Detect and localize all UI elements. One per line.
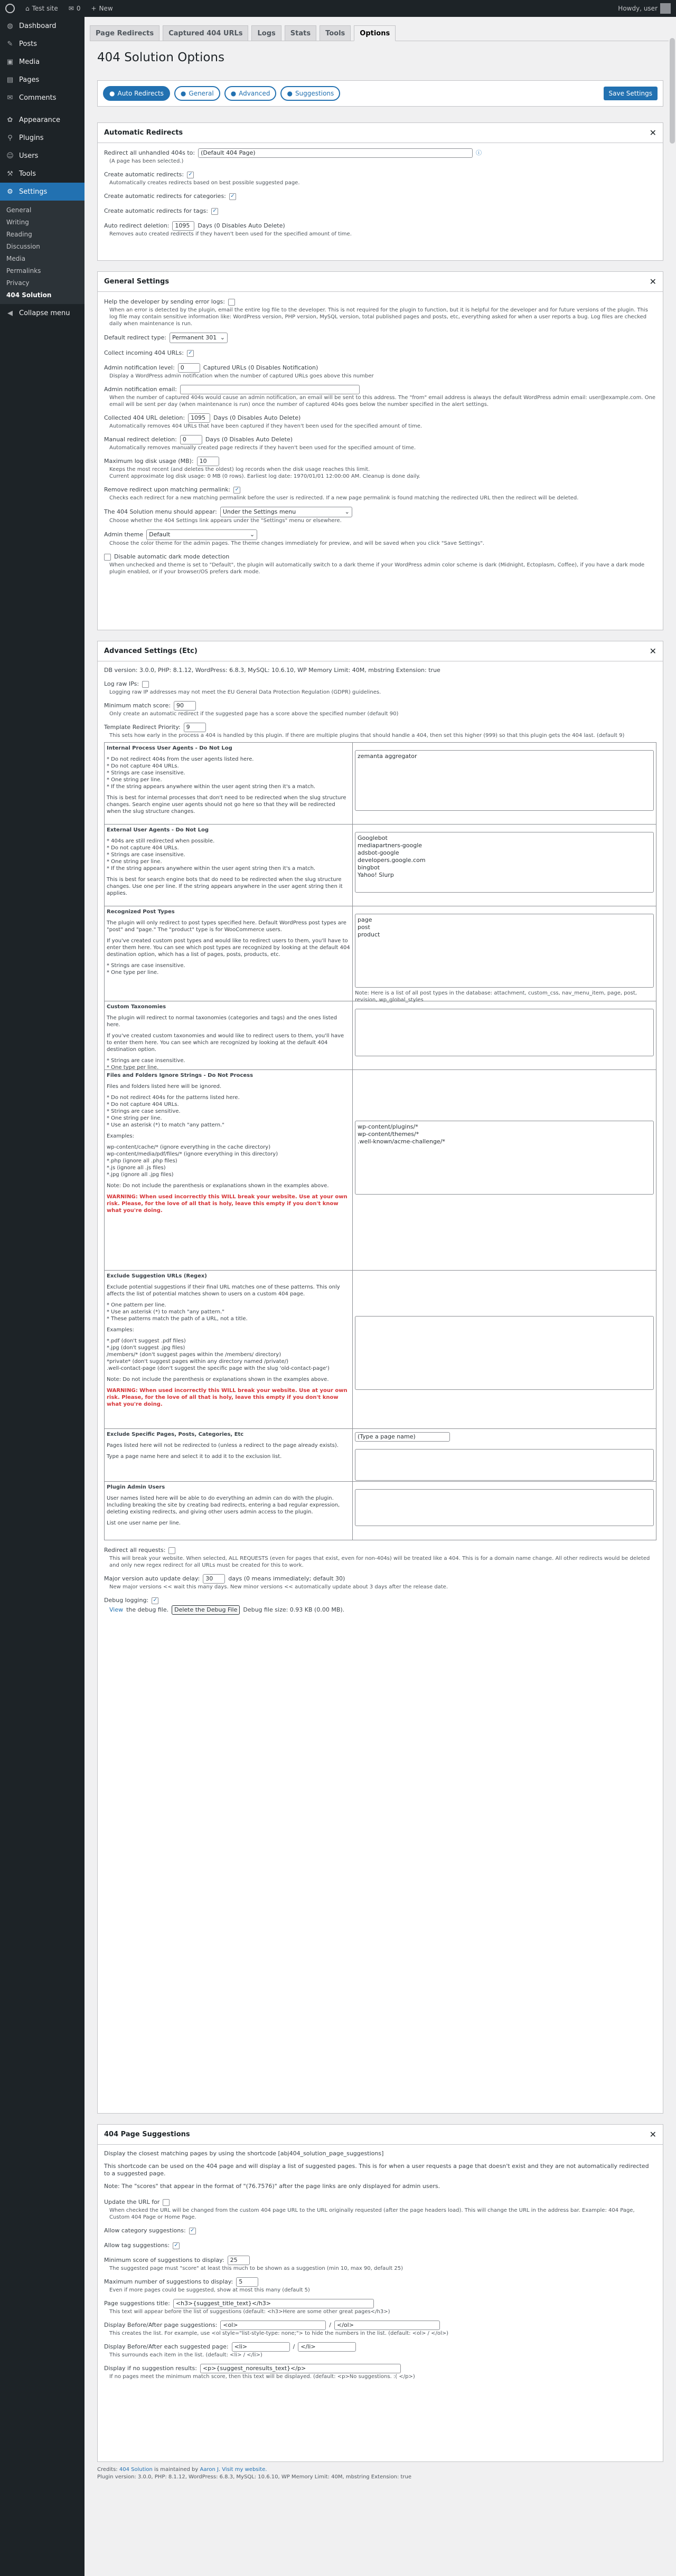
adv-row-line: *.pdf (don't suggest .pdf files)	[107, 1338, 186, 1344]
suggestion-title-input[interactable]: <h3>{suggest_title_text}</h3>	[173, 2299, 374, 2308]
send-logs-checkbox[interactable]	[228, 299, 235, 306]
internal-agents-textarea[interactable]: zemanta aggregator	[355, 750, 654, 811]
adv-row-line: * Do not redirect 404s for the patterns listed here.	[107, 1095, 240, 1101]
advanced-options-table	[104, 742, 656, 1540]
adv-row-external-agents	[105, 825, 656, 906]
tab-options[interactable]: Options	[354, 25, 396, 41]
comments-link[interactable]: ✉ 0	[68, 5, 81, 12]
adv-row-line: *.php (ignore all .php files)	[107, 1158, 177, 1164]
tab-captured-404-urls[interactable]: Captured 404 URLs	[163, 25, 248, 41]
tag-redirect-checkbox[interactable]: ✓	[211, 208, 218, 215]
adv-row-line: .well-contact-page (don't suggest the specific page with the slug 'old-contact-page')	[107, 1366, 330, 1371]
adv-row-line: * Strings are case insensitive.	[107, 963, 185, 969]
close-icon[interactable]: ✕	[649, 277, 656, 287]
adv-row-line: List one user name per line.	[107, 1520, 181, 1526]
adv-row-exclude-suggestions	[105, 1271, 656, 1429]
submenu-item[interactable]: Privacy	[6, 279, 30, 287]
item-after-input[interactable]: </li>	[298, 2342, 356, 2352]
sidebar-item-label: Media	[19, 58, 40, 66]
sidebar-item-label: Users	[19, 151, 39, 160]
redirect-type-select[interactable]: Permanent 301 ⌄	[170, 333, 228, 343]
adv-row-line: Exclude potential suggestions if their final URL matches one of these patterns. This only affects the list of potential matches shown to users on a custom 404 page.	[107, 1284, 340, 1297]
section-pills	[97, 80, 663, 107]
settings-submenu	[0, 201, 84, 304]
appearance-icon: ✿	[7, 116, 13, 124]
tab-tools[interactable]: Tools	[320, 25, 351, 41]
adv-row-internal-agents	[105, 743, 656, 825]
adv-row-line: Examples:	[107, 1327, 134, 1333]
adv-row-line: * Strings are case insensitive.	[107, 770, 185, 776]
sidebar-item-label: Settings	[19, 187, 48, 196]
manual-delete-days-input[interactable]: 0	[180, 435, 202, 444]
adv-row-description	[105, 1482, 353, 1540]
panel-title: Advanced Settings (Etc)	[104, 647, 198, 655]
dashboard-icon: ◍	[7, 22, 13, 30]
sidebar-item-tools[interactable]	[0, 165, 84, 183]
adv-row-line: /members/* (don't suggest pages within the /members/ directory)	[107, 1352, 281, 1358]
page-title: 404 Solution Options	[97, 51, 224, 64]
adv-row-line: Plugin Admin Users	[107, 1484, 165, 1490]
adv-row-line: * If the string appears anywhere within the user agent string then it's a match.	[107, 784, 316, 790]
submenu-item[interactable]: Reading	[6, 230, 32, 238]
pages-icon: ▤	[6, 75, 14, 84]
post-types-textarea[interactable]: page post product	[355, 914, 654, 988]
submenu-item[interactable]: Permalinks	[6, 267, 41, 274]
exclude-page-search-input[interactable]: (Type a page name)	[355, 1432, 450, 1442]
dark-mode-checkbox[interactable]	[104, 554, 111, 561]
close-icon[interactable]: ✕	[649, 646, 656, 656]
home-icon: ⌂	[25, 5, 30, 12]
adv-row-line: * One string per line.	[107, 1115, 162, 1121]
adv-row-description	[105, 1429, 353, 1481]
adv-row-line: * Strings are case sensitive.	[107, 1109, 181, 1114]
post-types-note: Note: Here is a list of all post types in the database: attachment, custom_css, nav_menu_item, page, post, revision, wp_global_styles	[355, 990, 637, 1003]
update-url-checkbox[interactable]	[163, 2199, 170, 2206]
adv-row-line: *.jpg (ignore all .jpg files)	[107, 1172, 174, 1178]
collapse-menu-button[interactable]: ◀ Collapse menu	[0, 304, 84, 322]
wp-logo-menu[interactable]	[0, 0, 20, 17]
dot-icon: ●	[109, 90, 115, 97]
sidebar-item-users[interactable]	[0, 147, 84, 165]
adv-row-line: Recognized Post Types	[107, 909, 175, 915]
website-link[interactable]: Visit my website.	[222, 2467, 267, 2473]
adv-row-line: * Use an asterisk (*) to match "any pattern."	[107, 1122, 224, 1128]
adv-row-line: * Strings are case insensitive.	[107, 852, 185, 858]
adv-row-line: The plugin will only redirect to post types specified here. Default WordPress post types are "post" and "page." The "product" type is for WooCommerce users.	[107, 920, 346, 933]
adv-row-description	[105, 1271, 353, 1428]
adv-row-line: Pages listed here will not be redirected to (unless a redirect to the page already exists).	[107, 1443, 339, 1448]
exclude-pages-textarea[interactable]	[355, 1449, 654, 1481]
adv-row-line: Files and folders listed here will be ignored.	[107, 1084, 222, 1090]
adv-row-line: External User Agents - Do Not Log	[107, 827, 209, 833]
tab-stats[interactable]: Stats	[285, 25, 316, 41]
collapse-icon: ◀	[7, 309, 13, 317]
item-before-input[interactable]: <li>	[232, 2342, 290, 2352]
max-suggestions-input[interactable]: 5	[236, 2277, 258, 2287]
custom-taxonomies-textarea[interactable]	[355, 1009, 654, 1056]
sidebar-item-label: Appearance	[19, 116, 61, 124]
admin-bar	[0, 0, 676, 17]
plugin-link[interactable]: 404 Solution	[119, 2467, 153, 2473]
adv-row-exclude-pages	[105, 1429, 656, 1482]
adv-row-line: *private* (don't suggest pages within any directory named /private/)	[107, 1359, 289, 1365]
sidebar-item-settings[interactable]	[0, 183, 84, 201]
users-icon: ☺	[6, 151, 14, 160]
adv-row-line: User names listed here will be able to do everything an admin can do with the plugin. Including breaking the site by creating bad redirects, entering a bad regular expression, deleting existing redirects, and giving other users admin access to the plugin.	[107, 1495, 340, 1515]
adv-row-line: * If the string appears anywhere within the user agent string then it's a match.	[107, 866, 316, 872]
tag-suggestions-checkbox[interactable]: ✓	[173, 2242, 180, 2249]
sidebar-item-comments[interactable]	[0, 89, 84, 107]
admin-theme-select[interactable]: Default ⌄	[146, 529, 257, 540]
list-after-input[interactable]: </ol>	[334, 2321, 440, 2330]
no-results-input[interactable]: <p>{suggest_noresults_text}</p>	[200, 2364, 401, 2373]
adv-row-line: * One string per line.	[107, 859, 162, 865]
redirect-priority-input[interactable]: 9	[184, 723, 206, 732]
dot-icon: ●	[180, 90, 186, 97]
adv-row-line: * Do not redirect 404s from the user agents listed here.	[107, 756, 254, 762]
sidebar-item-pages[interactable]	[0, 71, 84, 89]
site-name-link[interactable]: ⌂ Test site	[25, 5, 58, 12]
adv-row-line: Note: Do not include the parenthesis or explanations shown in the examples above.	[107, 1377, 329, 1382]
category-redirect-checkbox[interactable]: ✓	[229, 193, 236, 200]
panel-title: Automatic Redirects	[104, 129, 183, 137]
adv-row-line: The plugin will redirect to normal taxonomies (categories and tags) and the ones listed here.	[107, 1015, 337, 1028]
remove-on-permalink-checkbox[interactable]: ✓	[233, 487, 240, 494]
sidebar-item-label: Pages	[19, 75, 40, 84]
delete-debug-file-button[interactable]: Delete the Debug File	[172, 1605, 240, 1615]
adv-row-description	[105, 825, 353, 906]
suggestion-min-score-input[interactable]: 25	[228, 2256, 250, 2265]
submenu-item[interactable]: Writing	[6, 218, 29, 226]
tab-page-redirects[interactable]: Page Redirects	[90, 25, 159, 41]
author-link[interactable]: Aaron J	[200, 2467, 219, 2473]
adv-row-line: This is best for search engine bots that do need to be redirected when the slug structure changes. Use one per line. If the string appears anywhere in the user agent string then it applies.	[107, 877, 343, 896]
comments-icon: ✉	[7, 93, 13, 102]
admin-email-input[interactable]	[180, 385, 360, 394]
adv-row-description	[105, 743, 353, 824]
adv-row-line: WARNING: When used incorrectly this WILL break your website. Use at your own risk. Please, for the love of all that is holy, leave this empty if you don't know what you're doing.	[107, 1194, 348, 1214]
wordpress-icon	[5, 4, 15, 13]
plugins-icon: ⚲	[7, 134, 13, 142]
adv-row-line: Custom Taxonomies	[107, 1004, 166, 1010]
close-icon[interactable]: ✕	[649, 128, 656, 138]
pill-auto-redirects[interactable]: ● Auto Redirects	[103, 86, 170, 101]
adv-row-files-folders	[105, 1070, 656, 1271]
adv-row-line: Internal Process User Agents - Do Not Log	[107, 745, 232, 751]
chevron-down-icon: ⌄	[249, 531, 255, 538]
adv-row-line: wp-content/cache/* (ignore everything in the cache directory)	[107, 1144, 271, 1150]
menu-location-select[interactable]: Under the Settings menu ⌄	[220, 507, 352, 517]
adv-row-line: Files and Folders Ignore Strings - Do Not Process	[107, 1073, 253, 1078]
sidebar-item-label: Posts	[19, 40, 37, 48]
adv-row-line: wp-content/media/pdf/files/* (ignore everything in this directory)	[107, 1151, 278, 1157]
scrollbar-thumb[interactable]	[670, 38, 675, 144]
adv-row-plugin-admin-users	[105, 1482, 656, 1540]
auto-delete-days-input[interactable]: 1095	[172, 221, 194, 231]
adv-row-line: * One type per line.	[107, 1065, 159, 1071]
adv-row-line: Examples:	[107, 1133, 134, 1139]
submenu-item[interactable]: Discussion	[6, 242, 40, 250]
adv-row-line: * Do not capture 404 URLs.	[107, 1102, 179, 1107]
adv-row-line: If you've created custom post types and would like to redirect users to them, you'll have to enter them here. You can see which post types are recognized by looking at the default 404 destination option, which has a list of pages, posts, products, etc.	[107, 938, 350, 958]
adv-row-line: This is best for internal processes that don't need to be redirected when the slug structure changes. Search engine user agents should not go here so that they will be redirected when the slug structure changes.	[107, 795, 346, 815]
redirect-all-checkbox[interactable]	[168, 1547, 175, 1554]
plugin-tabs	[90, 23, 671, 41]
tools-icon: ⚒	[7, 169, 13, 178]
my-account-menu[interactable]: Howdy, user	[613, 0, 676, 17]
adv-row-description	[105, 906, 353, 1001]
new-content-link[interactable]: + New	[91, 5, 113, 12]
adv-row-line: Exclude Suggestion URLs (Regex)	[107, 1273, 207, 1279]
adv-row-line: Note: Do not include the parenthesis or explanations shown in the examples above.	[107, 1183, 329, 1189]
sidebar-item-appearance[interactable]	[0, 111, 84, 129]
adv-row-line: * One pattern per line.	[107, 1302, 166, 1308]
advanced-settings-panel: Advanced Settings (Etc) ✕ DB version: 3.0.0, PHP: 8.1.12, WordPress: 6.8.3, MySQL: 10.6.10, WP Memory Limit: 40M, mbstring Extension: true Log raw IPs: Logging raw IP addresses may not meet the EU General Data Protection Regulation (GDPR) guidelines. Minimum match score: 90 Only create an automatic redirect if the suggested page has a score above the specified number (default 90) Template Redirect Priority: 9 This sets how early in the process a 404 is handled by this plugin. If there are multiple plugins that should handle a 404, then set this higher (999) so that this plugin gets the 404 last. (default 9) Internal Process User Agents - Do Not Log * Do not redirect 404s from the user agents listed here. * Do not capture 404 URLs. * Strings are case insensitive. * One string per line. * If the string appears anywhere within the user agent string then it's a match. This is best for internal processes that don't need to be redirected when the slug structure changes. Search engine user agents should not go here so that they will be redirected when the slug structure changes. zemanta aggregator External User Agents - Do Not Log * 404s are still redirected when possible. * Do not capture 404 URLs. * Strings are case insensitive. * One string per line. * If the string appears anywhere within the user agent string then it's a match. This is best for search engine bots that do need to be redirected when the slug structure changes. Use one per line. If the string appears anywhere in the user agent string then it applies. Googlebot mediapartners-google adsbot-google developers.google.com bingbot Yahoo! Slurp Recognized Post Types The plugin will only redirect to post types specified here. Default WordPress post types are "post" and "page." The "product" type is for WooCommerce users. If you've created custom post types and would like to redirect users to them, you'll have to enter them here. You can see which post types are recognized by looking at the default 404 destination option, which has a list of pages, posts, products, etc. * Strings are case insensitive. * One type per line. page post product Note: Here is a list of all post types in the database: attachment, custom_css, nav_menu_item, page, post, revision, wp_global_styles Custom Taxonomies The plugin will redirect to normal taxonomies (categories and tags) and the ones listed here. If you've created custom taxonomies and would like to redirect users to them, you'll have to enter them here. You can see which are recognized by looking at the default 404 destination option. * Strings are case insensitive. * One type per line. Files and Folders Ignore Strings - Do Not Process Files and folders listed here will be ignored. * Do not redirect 404s for the patterns listed here. * Do not capture 404 URLs. * Strings are case sensitive. * One string per line. * Use an asterisk (*) to match "any pattern." Examples: wp-content/cache/* (ignore everything in the cache directory) wp-content/media/pdf/files/* (ignore everything in this directory) *.php (ignore all .php files) *.js (ignore all .js files) *.jpg (ignore all .jpg files) Note: Do not include the parenthesis or explanations shown in the examples above. WARNING: When used incorrectly this WILL break your website. Use at your own risk. Please, for the love of all that is holy, leave this empty if you don't know what you're doing. wp-content/plugins/* wp-content/themes/* .well-known/acme-challenge/* Exclude Suggestion URLs (Regex) Exclude potential suggestions if their final URL matches one of these patterns. This only affects the list of potential matches shown to users on a custom 404 page. * One pattern per line. * Use an asterisk (*) to match "any pattern." * These patterns match the path of a URL, not a title. Examples: *.pdf (don't suggest .pdf files) *.jpg (don't suggest .jpg files) /members/* (don't suggest pages within the /members/ directory) *private* (don't suggest pages within any directory named /private/) .well-contact-page (don't suggest the specific page with the slug 'old-contact-page') Note: Do not include the parenthesis or explanations shown in the examples above. WARNING: When used incorrectly this WILL break your website. Use at your own risk. Please, for the love of all that is holy, leave this empty if you don't know what you're doing. Exclude Specific Pages, Posts, Categories, Etc Pages listed here will not be redirected to (unless a redirect to the page already exists). Type a page name here and select it to add it to the exclusion list. (Type a page name) Plugin Admin Users User names listed here will be able to do everything an admin can do with the plugin. Including breaking the site by creating bad redirects, entering a bad regular expression, deleting existing redirects, and giving other users admin access to the plugin. List one user name per line. Redirect all requests: This will break your website. When selected, ALL REQUESTS (even for pages that exist, even for non-404s) will be treated like a 404. This is for a domain name change. All other redirects would be deleted and only new regex redirect for all URLs must be created for this to work. Major version auto update delay: 30 days (0 means immediately; default 30) New major versions << wait this many days. New minor versions << automatically update about 3 days after the release date. Debug logging: ✓ View the debug file. Delete the Debug File Debug file size: 0.93 KB (0.00 MB).	[97, 641, 663, 2114]
sidebar-item-label: Comments	[19, 93, 57, 102]
update-delay-input[interactable]: 30	[203, 1574, 225, 1584]
adv-row-line: * One string per line.	[107, 777, 162, 783]
debug-logging-checkbox[interactable]: ✓	[152, 1597, 158, 1604]
adv-row-line: * These patterns match the path of a URL, not a title.	[107, 1316, 248, 1322]
submenu-item[interactable]: Media	[6, 254, 26, 262]
pill-advanced[interactable]: ● Advanced	[224, 86, 277, 101]
panel-title: General Settings	[104, 278, 170, 286]
info-icon: ⓘ	[476, 149, 482, 156]
log-raw-ip-checkbox[interactable]	[142, 681, 149, 688]
sidebar-item-label: Dashboard	[19, 22, 57, 30]
pill-suggestions[interactable]: ● Suggestions	[280, 86, 340, 101]
list-before-input[interactable]: <ol>	[220, 2321, 326, 2330]
redirect-target-input[interactable]: (Default 404 Page)	[198, 148, 473, 158]
adv-row-line: * Strings are case insensitive.	[107, 1058, 185, 1064]
max-log-size-input[interactable]: 10	[197, 457, 219, 466]
collect-404-checkbox[interactable]: ✓	[187, 350, 194, 357]
adv-row-description	[105, 1070, 353, 1270]
admin-notification-level-input[interactable]: 0	[178, 363, 200, 373]
sidebar-item-posts[interactable]	[0, 35, 84, 53]
adv-row-line: * Use an asterisk (*) to match "any pattern."	[107, 1309, 224, 1315]
sidebar-item-dashboard[interactable]	[0, 17, 84, 35]
panel-title: 404 Page Suggestions	[104, 2130, 190, 2138]
adv-row-line: WARNING: When used incorrectly this WILL break your website. Use at your own risk. Please, for the love of all that is holy, leave this empty if you don't know what you're doing.	[107, 1388, 348, 1407]
page-suggestions-panel: 404 Page Suggestions ✕ Display the closest matching pages by using the shortcode [abj404_solution_page_suggestions] This shortcode can be used on the 404 page and will display a list of suggested pages. This is for when a user requests a page that doesn't exist and they are not automatically redirected to a suggested page. Note: The "scores" that appear in the format of "(76.7576)" after the page links are only displayed for admin users. Update the URL for When checked the URL will be changed from the custom 404 page URL to the URL originally requested (after the page headers load). This will change the URL in the address bar. Example: 404 Page, Custom 404 Page or Home Page. Allow category suggestions: ✓ Allow tag suggestions: ✓ Minimum score of suggestions to display: 25 The suggested page must "score" at least this much to be shown as a suggestion (min 10, max 90, default 25) Maximum number of suggestions to display: 5 Even if more pages could be suggested, show at most this many (default 5) Page suggestions title: <h3>{suggest_title_text}</h3> This text will appear before the list of suggestions (default: <h3>Here are some other great pages</h3>) Display Before/After page suggestions: <ol> / </ol> This creates the list. For example, use <ol style="list-style-type: none;"> to hide the numbers in the list. (default: <ol> / </ol>) Display Before/After each suggested page: <li> / </li> This surrounds each item in the list. (default: <li> / </li>) Display if no suggestion results: <p>{suggest_noresults_text}</p> If no pages meet the minimum match score, then this text will be displayed. (default: <p>No suggestions. :( </p>)	[97, 2124, 663, 2462]
close-icon[interactable]: ✕	[649, 2129, 656, 2139]
adv-row-description	[105, 1001, 353, 1069]
adv-row-line: Type a page name here and select it to add it to the exclusion list.	[107, 1454, 282, 1460]
dot-icon: ●	[287, 90, 293, 97]
plus-icon: +	[91, 5, 97, 12]
comment-icon: ✉	[68, 5, 74, 12]
sidebar-item-media[interactable]	[0, 53, 84, 71]
adv-row-line: * Do not capture 404 URLs.	[107, 763, 179, 769]
posts-icon: ✎	[7, 40, 13, 48]
sidebar-item-plugins[interactable]	[0, 129, 84, 147]
view-debug-file-link[interactable]: View	[109, 1606, 124, 1613]
adv-row-line: * One type per line.	[107, 970, 159, 976]
adv-row-custom-taxonomies	[105, 1001, 656, 1070]
exclude-suggestions-textarea[interactable]	[355, 1316, 654, 1390]
save-settings-button[interactable]: Save Settings	[604, 87, 658, 100]
collected-delete-days-input[interactable]: 1095	[188, 413, 210, 423]
category-suggestions-checkbox[interactable]: ✓	[189, 2228, 196, 2234]
adv-row-post-types	[105, 906, 656, 1001]
avatar	[660, 3, 671, 14]
sidebar-item-label: Tools	[19, 169, 36, 178]
pill-general[interactable]: ● General	[174, 86, 220, 101]
media-icon: ▣	[6, 58, 14, 66]
adv-row-line: Exclude Specific Pages, Posts, Categories, Etc	[107, 1432, 244, 1437]
sidebar-item-label: Plugins	[19, 134, 44, 142]
tab-logs[interactable]: Logs	[251, 25, 281, 41]
adv-row-line: *.jpg (don't suggest .jpg files)	[107, 1345, 185, 1351]
adv-row-line: * 404s are still redirected when possible.	[107, 838, 215, 844]
auto-redirect-checkbox[interactable]: ✓	[187, 172, 194, 178]
files-folders-textarea[interactable]: wp-content/plugins/* wp-content/themes/* .well-known/acme-challenge/*	[355, 1121, 654, 1195]
admin-sidebar	[0, 17, 84, 2576]
scrollbar[interactable]	[669, 17, 676, 2576]
adv-row-line: * Do not capture 404 URLs.	[107, 845, 179, 851]
general-settings-panel: General Settings ✕ Help the developer by sending error logs: When an error is detected by the plugin, email the entire log file to the developer. This is not required for the plugin to function, but it is helpful for the developer and for future versions of the plugin. This log file may contain sensitive information like: WordPress version, PHP version, MySQL version, total published pages and posts, etc, everything asked for when a user reports a bug. Log files are checked daily when maintenance is run. Default redirect type: Permanent 301 ⌄ Collect incoming 404 URLs: ✓ Admin notification level: 0 Captured URLs (0 Disables Notification) Display a WordPress admin notification when the number of captured URLs goes above this number Admin notification email: When the number of captured 404s would cause an admin notification, an email will be sent to this address. The "from" email address is always the default WordPress admin email: user@example.com. One email will be sent per day (when maintenance is run) once the number of captured 404s goes below the number specified in the alert settings. Collected 404 URL deletion: 1095 Days (0 Disables Auto Delete) Automatically removes 404 URLs that have been captured if they haven't been used for the specified amount of time. Manual redirect deletion: 0 Days (0 Disables Auto Delete) Automatically removes manually created page redirects if they haven't been used for the specified amount of time. Maximum log disk usage (MB): 10 Keeps the most recent (and deletes the oldest) log records when the disk usage reaches this limit. Current approximate log disk usage: 0 MB (0 rows). Earliest log date: 1970/01/01 12:00:00 AM. Cleanup is done daily. Remove redirect upon matching permalink: ✓ Checks each redirect for a new matching permalink before the user is redirected. If a new page permalink is found matching the redirected URL then the redirect will be deleted. The 404 Solution menu should appear: Under the Settings menu ⌄ Choose whether the 404 Settings link appears under the "Settings" menu or elsewhere. Admin theme Default ⌄ Choose the color theme for the admin pages. The theme changes immediately for preview, and will be saved when you click "Save Settings". Disable automatic dark mode detection When unchecked and theme is set to "Default", the plugin will automatically switch to a dark theme if your WordPress admin color scheme is dark (Midnight, Ectoplasm, Coffee), if you have a dark mode plugin enabled, or if your browser/OS prefers dark mode.	[97, 271, 663, 630]
dot-icon: ●	[230, 90, 237, 97]
auto-redirects-panel: Automatic Redirects ✕ Redirect all unhandled 404s to: (Default 404 Page) ⓘ (A page has been selected.) Create automatic redirects: ✓ Automatically creates redirects based on best possible suggested page. Create automatic redirects for categories: ✓ Create automatic redirects for tags: ✓ Auto redirect deletion: 1095 Days (0 Disables Auto Delete) Removes auto created redirects if they haven't been used for the specified amount of time.	[97, 122, 663, 261]
submenu-item[interactable]: General	[6, 206, 32, 214]
adv-row-line: *.js (ignore all .js files)	[107, 1165, 166, 1171]
external-agents-textarea[interactable]: Googlebot mediapartners-google adsbot-google developers.google.com bingbot Yahoo! Slurp	[355, 832, 654, 893]
chevron-down-icon: ⌄	[344, 508, 350, 515]
plugin-admin-users-textarea[interactable]	[355, 1489, 654, 1526]
settings-icon: ⚙	[7, 187, 13, 196]
submenu-item[interactable]: 404 Solution	[6, 291, 52, 299]
chevron-down-icon: ⌄	[220, 334, 225, 341]
min-match-score-input[interactable]: 90	[174, 701, 196, 711]
adv-row-line: If you've created custom taxonomies and would like to redirect users to them, you'll have to enter them here. You can see which are recognized by looking at the default 404 destination option.	[107, 1033, 344, 1053]
footer: Credits: 404 Solution is maintained by Aaron J. Visit my website. Plugin version: 3.0.0, PHP: 8.1.12, WordPress: 6.8.3, MySQL: 10.6.10, WP Memory Limit: 40M, mbstring Extension: true	[97, 2467, 411, 2480]
